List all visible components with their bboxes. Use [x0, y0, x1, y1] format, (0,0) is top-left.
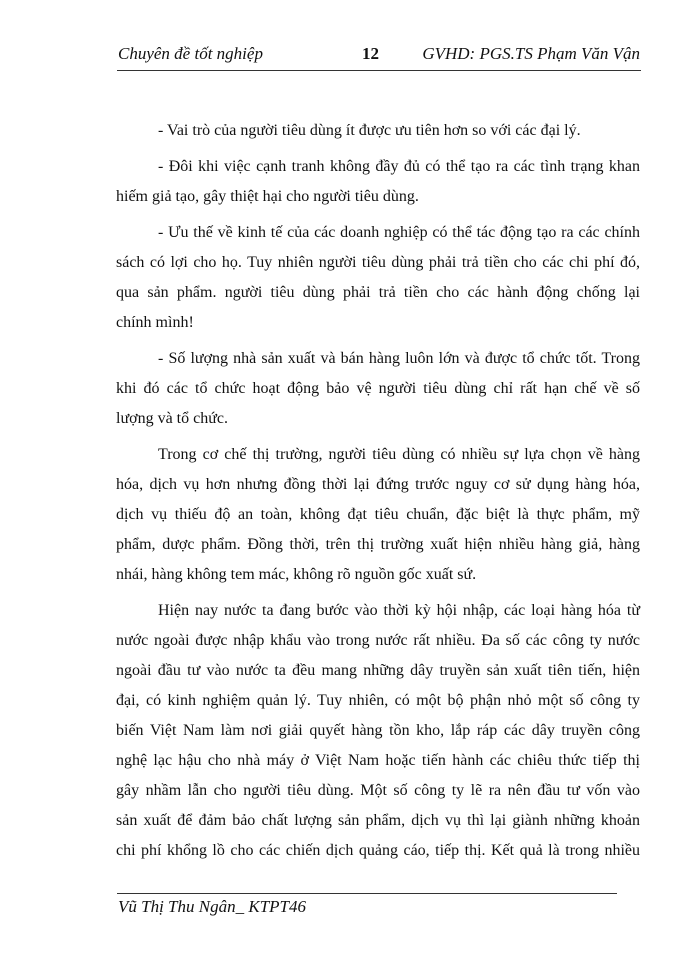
text-line: đại, có kinh nghiệm quản lý. Tuy nhiên, có một bộ phận nhỏ một số công ty [116, 692, 640, 709]
text-line: phẩm, dược phẩm. Đồng thời, trên thị trường xuất hiện nhiều hàng giả, hàng [116, 536, 640, 553]
supervisor: GVHD: PGS.TS Phạm Văn Vận [422, 44, 640, 63]
text-line: hóa, dịch vụ hơn nhưng đồng thời lại đứng trước nguy cơ sử dụng hàng hóa, [116, 476, 640, 493]
text-line: chính mình! [116, 314, 194, 331]
text-line: nghệ lạc hậu cho nhà máy ở Việt Nam hoặc tiến hành các chiêu thức tiếp thị [116, 752, 640, 769]
text-line: Hiện nay nước ta đang bước vào thời kỳ hội nhập, các loại hàng hóa từ [158, 602, 640, 619]
page-body [116, 116, 640, 866]
text-line: biến Việt Nam làm nơi giải quyết hàng tồn kho, lắp ráp các dây truyền công [116, 722, 640, 739]
text-line: - Ưu thế về kinh tế của các doanh nghiệp có thể tác động tạo ra các chính [158, 224, 640, 241]
page-number: 12 [362, 44, 379, 63]
text-line: nhái, hàng không tem mác, không rõ nguồn gốc xuất sứ. [116, 566, 477, 583]
text-line: sản xuất để đảm bảo chất lượng sản phẩm, dịch vụ thì lại giành những khoản [116, 812, 640, 829]
header-rule [117, 70, 641, 71]
text-line: - Đôi khi việc cạnh tranh không đầy đủ có thể tạo ra các tình trạng khan [158, 158, 640, 175]
page-header [118, 44, 640, 66]
text-line: ngoài đầu tư vào nước ta đều mang những dây truyền sản xuất tiên tiến, hiện [116, 662, 640, 679]
text-line: - Vai trò của người tiêu dùng ít được ưu tiên hơn so với các đại lý. [158, 122, 581, 139]
text-line: chi phí khổng lồ cho các chiến dịch quảng cáo, tiếp thị. Kết quả là trong nhiều [116, 842, 640, 859]
text-line: nước ngoài được nhập khẩu vào trong nước rất nhiều. Đa số các công ty nước [116, 632, 640, 649]
text-line: qua sản phẩm. người tiêu dùng phải trả tiền cho các hành động chống lại [116, 284, 640, 301]
text-line: gây nhầm lẫn cho người tiêu dùng. Một số công ty lẽ ra nên đầu tư vốn vào [116, 782, 640, 799]
text-line: khi đó các tổ chức hoạt động bảo vệ người tiêu dùng chỉ rất hạn chế về số [116, 380, 640, 397]
document-title: Chuyên đề tốt nghiệp [118, 44, 263, 63]
footer-rule [117, 893, 617, 894]
text-line: lượng và tổ chức. [116, 410, 228, 427]
text-line: - Số lượng nhà sản xuất và bán hàng luôn lớn và được tổ chức tốt. Trong [158, 350, 640, 367]
text-line: hiếm giả tạo, gây thiệt hại cho người tiêu dùng. [116, 188, 419, 205]
text-line: dịch vụ thiếu độ an toàn, không đạt tiêu chuẩn, đặc biệt là thực phẩm, mỹ [116, 506, 640, 523]
text-line: sách có lợi cho họ. Tuy nhiên người tiêu dùng phải trả tiền cho các chi phí đó, [116, 254, 640, 271]
text-line: Trong cơ chế thị trường, người tiêu dùng có nhiều sự lựa chọn về hàng [158, 446, 640, 463]
page-footer: Vũ Thị Thu Ngân_ KTPT46 [118, 897, 306, 916]
